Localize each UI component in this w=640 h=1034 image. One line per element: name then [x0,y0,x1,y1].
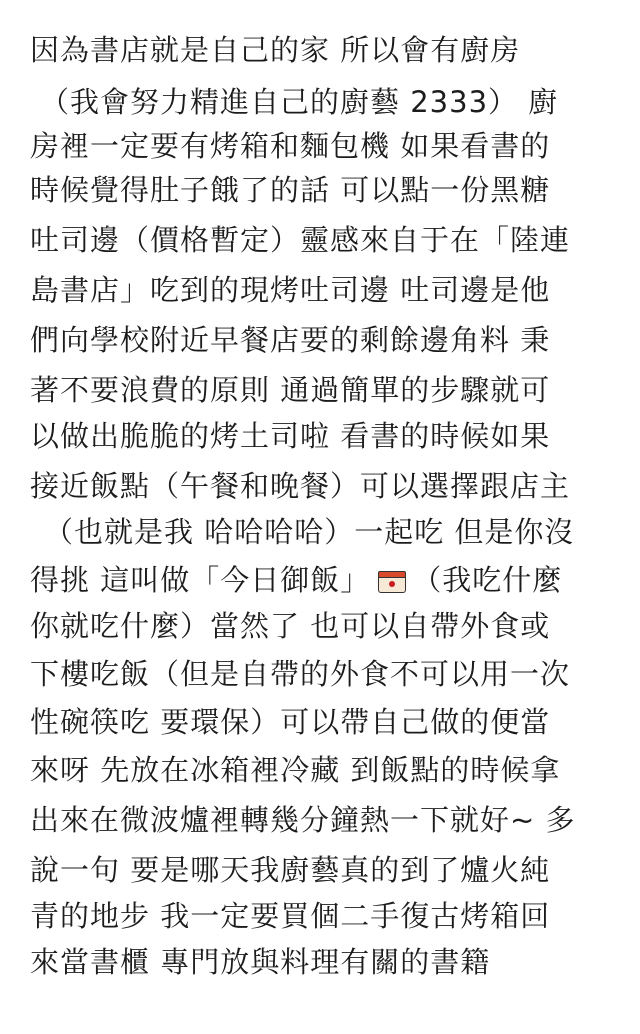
text-line: 下樓吃飯（但是自帶的外食不可以用一次 [30,657,571,691]
text-line-with-icon [30,558,562,602]
text-line: 因為書店就是自己的家 所以會有廚房 [30,33,521,67]
text-line: 性碗筷吃 要環保）可以帶自己做的便當 [30,705,551,739]
text-line: 青的地步 我一定要買個二手復古烤箱回 [30,899,551,933]
bento-box-icon [378,571,406,593]
text-line: 來呀 先放在冰箱裡冷藏 到飯點的時候拿 [30,753,561,787]
text-line: （我會努力精進自己的廚藝 2333） 廚 [40,85,559,119]
text-line: 吐司邊（價格暫定）靈感來自于在「陸連 [30,223,571,257]
text-line: 以做出脆脆的烤土司啦 看書的時候如果 [30,419,551,453]
text-line: 島書店」吃到的現烤吐司邊 吐司邊是他 [30,273,551,307]
bento-lid-shape [378,571,406,578]
text-line: 來當書櫃 專門放與料理有關的書籍 [30,945,491,979]
text-line: （也就是我 哈哈哈哈）一起吃 但是你沒 [44,515,575,549]
text-segment: 得挑 這叫做「今日御飯」 [30,563,371,597]
text-line: 你就吃什麼）當然了 也可以自帶外食或 [30,609,551,643]
text-line: 出來在微波爐裡轉幾分鐘熱一下就好~ 多 [30,803,576,837]
text-segment: （我吃什麼 [412,563,563,597]
text-line: 房裡一定要有烤箱和麵包機 如果看書的 [30,129,551,163]
text-line: 們向學校附近早餐店要的剩餘邊角料 秉 [30,323,551,357]
text-line: 時候覺得肚子餓了的話 可以點一份黑糖 [30,173,551,207]
text-line: 著不要浪費的原則 通過簡單的步驟就可 [30,373,551,407]
text-line: 說一句 要是哪天我廚藝真的到了爐火純 [30,853,551,887]
text-line: 接近飯點（午餐和晚餐）可以選擇跟店主 [30,469,571,503]
